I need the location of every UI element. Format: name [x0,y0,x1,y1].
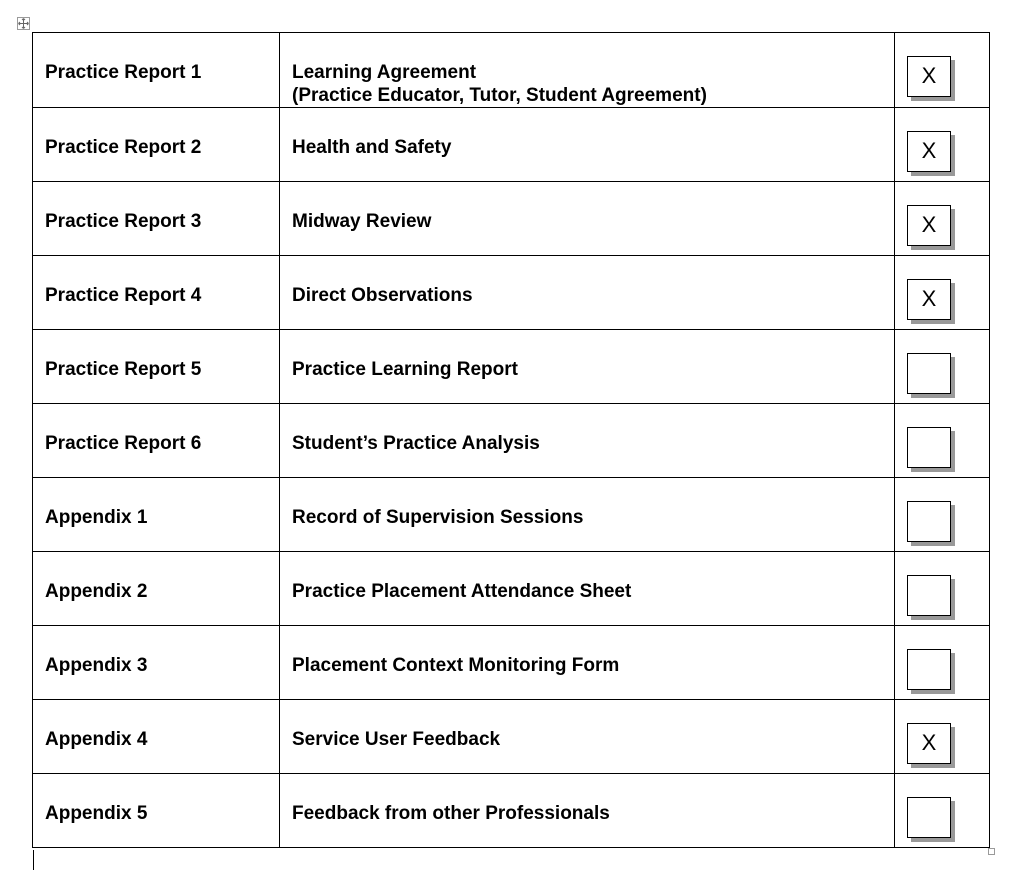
description-label: Midway Review [292,211,432,232]
checkbox-cell [895,404,990,478]
checkbox-cell [895,256,990,330]
section-cell[interactable] [33,256,280,330]
completion-checkbox[interactable] [907,353,951,394]
completion-checkbox[interactable]: X [907,56,951,97]
section-cell[interactable] [33,33,280,108]
section-label: Practice Report 3 [45,211,202,232]
completion-checkbox[interactable] [907,797,951,838]
table-row [33,182,990,256]
section-cell[interactable] [33,774,280,848]
description-cell[interactable] [280,626,895,700]
section-cell[interactable] [33,404,280,478]
description-cell[interactable] [280,330,895,404]
table-row [33,700,990,774]
checkbox-cell [895,182,990,256]
description-cell[interactable] [280,33,895,108]
table-row [33,552,990,626]
completion-checkbox[interactable] [907,575,951,616]
description-label: Student’s Practice Analysis [292,433,540,454]
table-row [33,774,990,848]
description-label: Learning Agreement (Practice Educator, Tutor, Student Agreement) [292,62,707,106]
table-resize-handle[interactable] [988,848,995,855]
description-label: Service User Feedback [292,729,501,750]
section-label: Practice Report 1 [45,62,202,83]
section-label: Practice Report 4 [45,285,202,306]
table-move-handle-icon[interactable] [17,17,30,30]
description-label: Practice Placement Attendance Sheet [292,581,632,602]
table-row [33,626,990,700]
section-cell[interactable] [33,330,280,404]
checkbox-cell [895,108,990,182]
section-label: Practice Report 2 [45,137,202,158]
table-row [33,256,990,330]
checkbox-cell [895,33,990,108]
description-cell[interactable] [280,774,895,848]
table-row [33,33,990,108]
description-cell[interactable] [280,256,895,330]
section-cell[interactable] [33,182,280,256]
description-cell[interactable] [280,552,895,626]
description-label: Practice Learning Report [292,359,518,380]
description-label: Placement Context Monitoring Form [292,655,620,676]
section-label: Appendix 4 [45,729,148,750]
checklist-table [32,32,990,848]
section-cell[interactable] [33,478,280,552]
checkbox-cell [895,700,990,774]
table-row [33,330,990,404]
description-cell[interactable] [280,182,895,256]
description-cell[interactable] [280,404,895,478]
section-label: Practice Report 5 [45,359,202,380]
description-label: Direct Observations [292,285,473,306]
checkbox-cell [895,478,990,552]
description-label: Feedback from other Professionals [292,803,610,824]
section-label: Practice Report 6 [45,433,202,454]
section-cell[interactable] [33,700,280,774]
section-label: Appendix 5 [45,803,148,824]
completion-checkbox[interactable] [907,501,951,542]
completion-checkbox[interactable]: X [907,279,951,320]
table-row [33,404,990,478]
description-cell[interactable] [280,108,895,182]
description-cell[interactable] [280,700,895,774]
checkbox-cell [895,552,990,626]
table-row [33,108,990,182]
checkbox-cell [895,330,990,404]
completion-checkbox[interactable]: X [907,723,951,764]
text-cursor [33,850,34,870]
completion-checkbox[interactable]: X [907,131,951,172]
checkbox-cell [895,626,990,700]
section-cell[interactable] [33,626,280,700]
completion-checkbox[interactable] [907,427,951,468]
table-row [33,478,990,552]
completion-checkbox[interactable] [907,649,951,690]
description-label: Record of Supervision Sessions [292,507,584,528]
completion-checkbox[interactable]: X [907,205,951,246]
section-cell[interactable] [33,552,280,626]
checkbox-cell [895,774,990,848]
description-label: Health and Safety [292,137,452,158]
section-label: Appendix 3 [45,655,148,676]
section-label: Appendix 2 [45,581,148,602]
section-label: Appendix 1 [45,507,148,528]
section-cell[interactable] [33,108,280,182]
description-cell[interactable] [280,478,895,552]
